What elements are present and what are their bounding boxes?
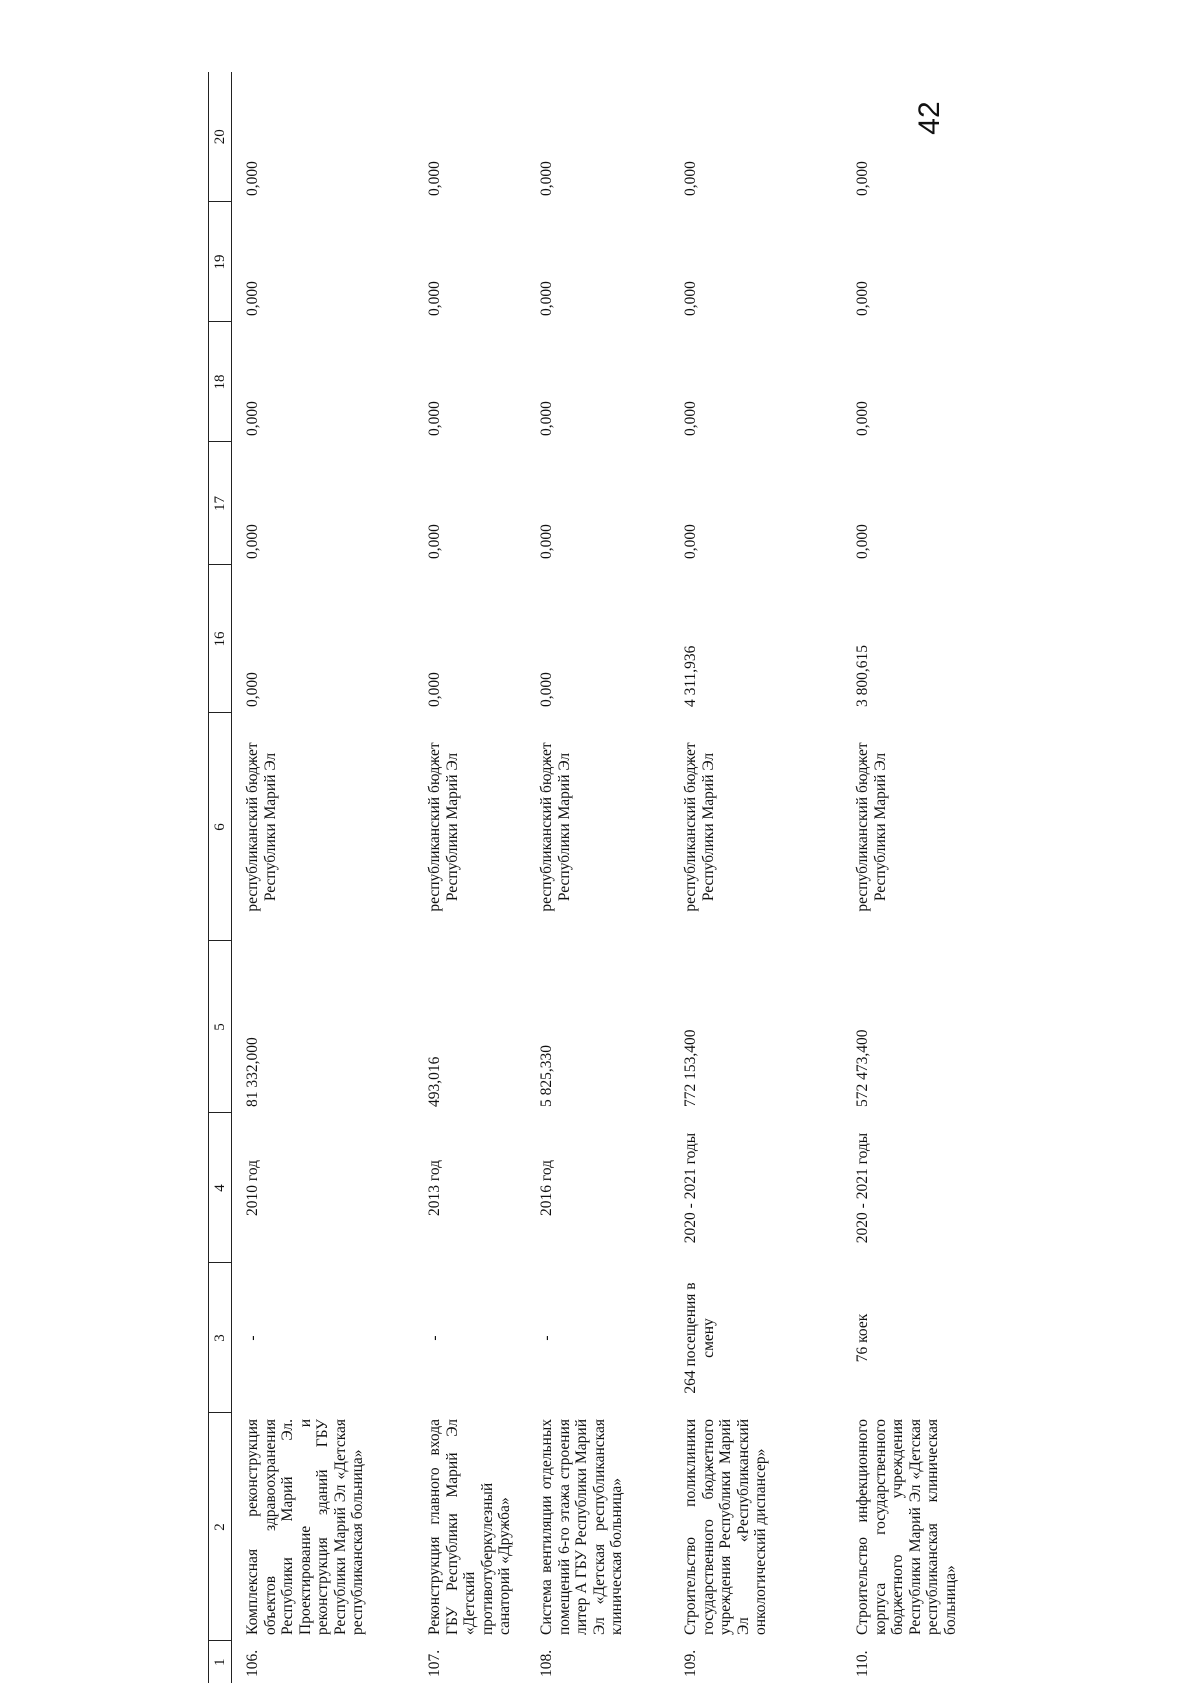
value-col-16: 0,000 [538, 672, 555, 707]
value-col-20: 0,000 [426, 161, 443, 196]
funding-source: республиканский бюджет Республики Марий Эл [854, 742, 889, 912]
col-header-6: 6 [209, 713, 232, 941]
col-header-16: 16 [209, 565, 232, 713]
value-col-18: 0,000 [244, 401, 261, 436]
row-number: 107. [426, 1649, 443, 1677]
value-col-17: 0,000 [682, 524, 699, 559]
value-col-17: 0,000 [854, 524, 871, 559]
value-col-17: 0,000 [426, 524, 443, 559]
value-col-20: 0,000 [682, 161, 699, 196]
period: 2020 - 2021 годы [682, 1132, 699, 1244]
value-col-20: 0,000 [538, 161, 555, 196]
col-header-2: 2 [209, 1413, 232, 1641]
value-col-18: 0,000 [426, 401, 443, 436]
table-row [842, 72, 984, 1683]
value-col-19: 0,000 [682, 281, 699, 316]
table-row [232, 72, 415, 1683]
estimated-cost: 572 473,400 [854, 1029, 871, 1107]
col-header-1: 1 [209, 1641, 232, 1683]
value-col-20: 0,000 [854, 161, 871, 196]
period: 2013 год [426, 1159, 443, 1217]
column-number-header-row [209, 72, 232, 1683]
row-number: 108. [538, 1649, 555, 1677]
rotated-table-container [208, 72, 998, 1683]
page-number: 42 [913, 101, 946, 135]
col-header-17: 17 [209, 442, 232, 565]
period: 2010 год [244, 1159, 261, 1217]
object-name: Строительство поликлиники государственного бюджетного учреждения Республики Марий Эл «Республиканский онкологический диспансер» [682, 1419, 769, 1635]
estimated-cost: 772 153,400 [682, 1029, 699, 1107]
table-row [670, 72, 842, 1683]
funding-source: республиканский бюджет Республики Марий Эл [244, 742, 279, 912]
period: 2016 год [538, 1159, 555, 1217]
capacity: 76 коек [854, 1313, 871, 1363]
value-col-18: 0,000 [538, 401, 555, 436]
value-col-20: 0,000 [244, 161, 261, 196]
row-number: 110. [854, 1650, 871, 1677]
row-number: 106. [244, 1649, 261, 1677]
object-name: Реконструкция главного входа ГБУ Республики Марий Эл «Детский противотуберкулезный санаторий «Дружба» [426, 1419, 513, 1635]
estimated-cost: 493,016 [426, 1056, 443, 1107]
capacity: - [538, 1335, 555, 1341]
table-row [414, 72, 526, 1683]
col-header-18: 18 [209, 322, 232, 442]
value-col-19: 0,000 [854, 281, 871, 316]
value-col-18: 0,000 [854, 401, 871, 436]
object-name: Строительство инфекционного корпуса государственного бюджетного учреждения Республики Марий Эл «Детская республиканская клиническая больница» [854, 1419, 959, 1635]
period: 2020 - 2021 годы [854, 1132, 871, 1244]
col-header-4: 4 [209, 1113, 232, 1263]
value-col-16: 4 311,936 [682, 645, 699, 707]
estimated-cost: 5 825,330 [538, 1045, 555, 1107]
value-col-17: 0,000 [244, 524, 261, 559]
object-name: Комплексная реконструкция объектов здравоохранения Республики Марий Эл. Проектирование и реконструкция зданий ГБУ Республики Марий Эл «Детская республиканская больница» [244, 1419, 366, 1635]
row-number: 109. [682, 1649, 699, 1677]
col-header-5: 5 [209, 941, 232, 1113]
col-header-20: 20 [209, 72, 232, 202]
value-col-19: 0,000 [426, 281, 443, 316]
object-name: Система вентиляции отдельных помещений 6-го этажа строения литер А ГБУ Республики Марий Эл «Детская республиканская клиническая больница» [538, 1419, 625, 1635]
col-header-19: 19 [209, 202, 232, 322]
value-col-19: 0,000 [538, 281, 555, 316]
value-col-16: 0,000 [244, 672, 261, 707]
col-header-3: 3 [209, 1263, 232, 1413]
capacity: - [244, 1335, 261, 1341]
value-col-19: 0,000 [244, 281, 261, 316]
estimated-cost: 81 332,000 [244, 1037, 261, 1107]
funding-source: республиканский бюджет Республики Марий Эл [426, 742, 461, 912]
value-col-17: 0,000 [538, 524, 555, 559]
capacity: - [426, 1335, 443, 1341]
funding-source: республиканский бюджет Республики Марий Эл [538, 742, 573, 912]
value-col-18: 0,000 [682, 401, 699, 436]
funding-source: республиканский бюджет Республики Марий Эл [682, 742, 717, 912]
value-col-16: 0,000 [426, 672, 443, 707]
investment-table [208, 72, 984, 1683]
value-col-16: 3 800,615 [854, 645, 871, 707]
table-row [526, 72, 670, 1683]
capacity: 264 посещения в смену [682, 1282, 717, 1394]
